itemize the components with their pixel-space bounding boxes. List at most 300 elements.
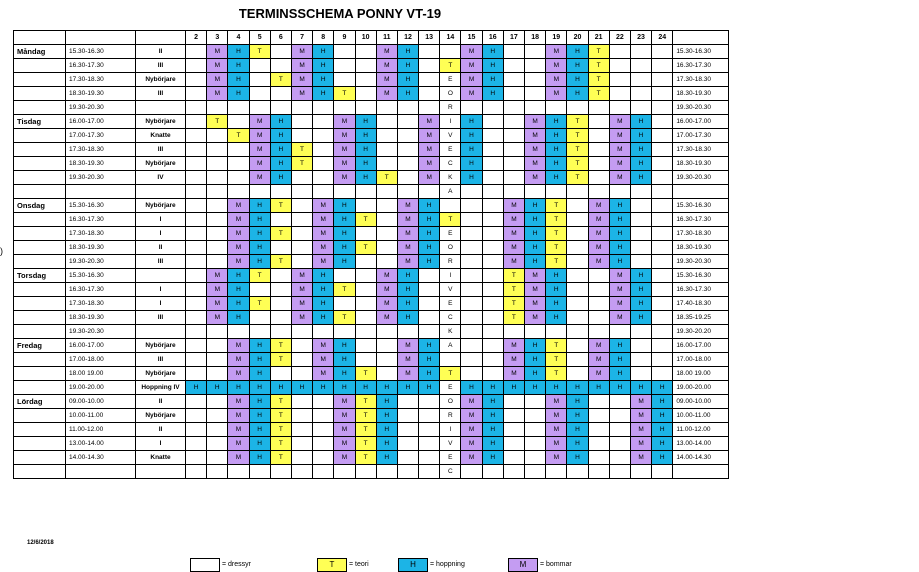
day-label: Fredag — [14, 339, 66, 353]
day-label: Tisdag — [14, 115, 66, 129]
week-cell: M — [419, 129, 440, 143]
week-cell: H — [609, 367, 630, 381]
week-cell — [207, 325, 228, 339]
schedule-row — [14, 101, 729, 115]
week-cell — [186, 339, 207, 353]
week-cell — [355, 101, 376, 115]
time-slot: 10.00-11.00 — [66, 409, 136, 423]
week-cell — [652, 339, 673, 353]
week-cell — [503, 73, 524, 87]
week-cell: T — [291, 157, 312, 171]
time-slot-right: 17.00-17.30 — [673, 129, 729, 143]
week-cell — [588, 325, 609, 339]
week-cell: H — [525, 199, 546, 213]
group-label: Nybörjare — [136, 157, 186, 171]
week-cell — [609, 451, 630, 465]
week-cell: H — [249, 353, 270, 367]
week-cell — [482, 227, 503, 241]
week-cell — [461, 227, 482, 241]
week-cell — [482, 171, 503, 185]
week-cell: T — [588, 45, 609, 59]
week-cell: H — [461, 143, 482, 157]
print-date: 12/6/2018 — [27, 540, 54, 546]
group-label: Nybörjare — [136, 409, 186, 423]
time-slot-right: 17.30-18.30 — [673, 143, 729, 157]
week-cell — [270, 283, 291, 297]
schedule-row — [14, 311, 729, 325]
legend-swatch: T — [317, 558, 347, 572]
week-cell — [186, 143, 207, 157]
week-cell — [567, 297, 588, 311]
week-cell: M — [609, 143, 630, 157]
week-cell: M — [207, 87, 228, 101]
week-number: 15 — [461, 31, 482, 45]
week-cell — [503, 129, 524, 143]
week-cell: K — [440, 325, 461, 339]
week-cell — [207, 423, 228, 437]
schedule-row — [14, 45, 729, 59]
week-cell — [461, 269, 482, 283]
week-cell — [652, 465, 673, 479]
week-cell: M — [503, 199, 524, 213]
week-cell: M — [228, 423, 249, 437]
week-cell: H — [419, 381, 440, 395]
week-number: 4 — [228, 31, 249, 45]
time-slot-right: 09.00-10.00 — [673, 395, 729, 409]
week-number: 12 — [397, 31, 418, 45]
group-label: Nybörjare — [136, 339, 186, 353]
week-cell — [313, 143, 334, 157]
week-cell — [334, 297, 355, 311]
week-cell — [186, 101, 207, 115]
day-label — [14, 297, 66, 311]
week-cell — [397, 409, 418, 423]
week-cell — [313, 115, 334, 129]
week-cell — [397, 395, 418, 409]
week-cell — [355, 45, 376, 59]
week-cell: H — [249, 437, 270, 451]
week-cell: H — [313, 283, 334, 297]
week-cell: T — [270, 73, 291, 87]
week-cell — [503, 59, 524, 73]
week-header-row — [14, 31, 729, 45]
week-cell: M — [461, 73, 482, 87]
week-cell: M — [376, 87, 397, 101]
week-cell: C — [440, 465, 461, 479]
week-cell: H — [334, 353, 355, 367]
week-cell: H — [630, 311, 651, 325]
week-cell — [652, 59, 673, 73]
week-cell: H — [419, 255, 440, 269]
week-cell — [291, 367, 312, 381]
week-cell — [525, 465, 546, 479]
week-cell: M — [376, 45, 397, 59]
day-label — [14, 353, 66, 367]
week-cell: M — [376, 311, 397, 325]
week-cell — [228, 157, 249, 171]
week-cell — [376, 465, 397, 479]
legend-text: = hoppning — [430, 561, 465, 568]
week-cell — [186, 283, 207, 297]
week-cell: H — [355, 157, 376, 171]
week-cell — [652, 269, 673, 283]
time-slot-right: 19.30-20.30 — [673, 255, 729, 269]
week-cell: H — [334, 227, 355, 241]
schedule-row — [14, 339, 729, 353]
week-cell: H — [567, 59, 588, 73]
week-cell: M — [503, 353, 524, 367]
week-cell — [630, 339, 651, 353]
week-cell: M — [630, 451, 651, 465]
week-cell — [376, 353, 397, 367]
week-cell — [291, 325, 312, 339]
day-label — [14, 227, 66, 241]
time-slot-right: 16.30-17.30 — [673, 283, 729, 297]
week-cell — [525, 395, 546, 409]
schedule-row — [14, 255, 729, 269]
week-cell — [228, 325, 249, 339]
week-cell: M — [546, 395, 567, 409]
week-cell — [376, 367, 397, 381]
week-cell — [652, 325, 673, 339]
group-label: III — [136, 353, 186, 367]
week-cell — [376, 227, 397, 241]
week-cell: H — [546, 157, 567, 171]
week-cell: H — [355, 129, 376, 143]
week-cell — [186, 59, 207, 73]
time-slot: 18.30-19.30 — [66, 87, 136, 101]
week-cell: M — [207, 283, 228, 297]
week-number: 6 — [270, 31, 291, 45]
week-cell — [630, 241, 651, 255]
week-cell — [397, 101, 418, 115]
time-slot-right: 17.00-18.00 — [673, 353, 729, 367]
schedule-row — [14, 353, 729, 367]
week-cell: M — [313, 241, 334, 255]
week-cell — [186, 87, 207, 101]
week-cell — [567, 255, 588, 269]
legend-text: = bommar — [540, 561, 572, 568]
week-cell — [546, 465, 567, 479]
week-cell — [525, 185, 546, 199]
week-cell — [461, 241, 482, 255]
week-cell — [609, 325, 630, 339]
week-cell: M — [461, 409, 482, 423]
week-cell — [588, 395, 609, 409]
week-cell — [440, 353, 461, 367]
week-cell: M — [588, 339, 609, 353]
week-cell: H — [630, 143, 651, 157]
week-cell: H — [630, 269, 651, 283]
schedule-row — [14, 409, 729, 423]
time-slot: 13.00-14.00 — [66, 437, 136, 451]
week-cell: M — [630, 409, 651, 423]
week-cell — [525, 45, 546, 59]
week-cell — [207, 465, 228, 479]
week-cell — [228, 465, 249, 479]
week-cell: M — [525, 269, 546, 283]
week-cell: T — [567, 115, 588, 129]
week-cell — [376, 213, 397, 227]
week-cell — [588, 269, 609, 283]
week-cell: V — [440, 129, 461, 143]
week-cell — [609, 73, 630, 87]
week-cell: M — [376, 59, 397, 73]
week-cell: H — [397, 59, 418, 73]
week-cell — [419, 325, 440, 339]
week-cell — [207, 101, 228, 115]
week-cell: M — [313, 213, 334, 227]
week-cell: M — [588, 353, 609, 367]
week-cell: M — [525, 143, 546, 157]
week-cell — [207, 339, 228, 353]
week-cell: H — [630, 171, 651, 185]
week-cell: T — [355, 241, 376, 255]
week-cell — [503, 101, 524, 115]
day-label — [14, 465, 66, 479]
time-slot-right: 16.30-17.30 — [673, 213, 729, 227]
week-cell — [334, 73, 355, 87]
schedule-row — [14, 451, 729, 465]
week-cell — [609, 423, 630, 437]
week-cell — [482, 339, 503, 353]
week-cell — [503, 423, 524, 437]
week-cell: M — [397, 213, 418, 227]
week-cell: H — [461, 115, 482, 129]
week-cell: H — [567, 437, 588, 451]
group-label: I — [136, 297, 186, 311]
week-cell — [228, 101, 249, 115]
week-cell: M — [397, 199, 418, 213]
week-cell: M — [376, 269, 397, 283]
week-cell — [503, 143, 524, 157]
week-cell: H — [419, 353, 440, 367]
week-cell — [291, 465, 312, 479]
week-cell: T — [588, 73, 609, 87]
week-cell: M — [525, 283, 546, 297]
time-slot — [66, 185, 136, 199]
week-cell: M — [334, 115, 355, 129]
group-label — [136, 325, 186, 339]
time-slot: 09.00-10.00 — [66, 395, 136, 409]
week-cell — [609, 437, 630, 451]
week-cell: M — [334, 143, 355, 157]
week-cell: M — [609, 297, 630, 311]
week-cell — [525, 101, 546, 115]
group-label — [136, 185, 186, 199]
week-cell — [397, 325, 418, 339]
time-slot-right: 18.00 19.00 — [673, 367, 729, 381]
week-cell: H — [355, 171, 376, 185]
week-cell — [419, 283, 440, 297]
week-cell — [186, 325, 207, 339]
week-cell — [482, 269, 503, 283]
week-cell: M — [207, 59, 228, 73]
week-cell — [355, 185, 376, 199]
week-cell — [376, 199, 397, 213]
week-cell: M — [630, 395, 651, 409]
week-cell — [313, 157, 334, 171]
schedule-row — [14, 283, 729, 297]
week-cell: H — [419, 339, 440, 353]
week-cell: H — [376, 437, 397, 451]
week-cell — [397, 451, 418, 465]
week-cell: H — [334, 339, 355, 353]
week-cell: M — [334, 171, 355, 185]
week-cell: M — [249, 129, 270, 143]
time-slot: 15.30-16.30 — [66, 45, 136, 59]
week-cell: H — [525, 353, 546, 367]
week-cell — [186, 213, 207, 227]
week-cell: H — [567, 395, 588, 409]
week-cell — [567, 227, 588, 241]
week-cell — [567, 185, 588, 199]
week-cell — [567, 269, 588, 283]
time-slot-right: 16.00-17.00 — [673, 115, 729, 129]
week-cell: I — [440, 269, 461, 283]
week-cell: H — [525, 213, 546, 227]
week-cell: T — [228, 129, 249, 143]
day-label — [14, 409, 66, 423]
group-label: II — [136, 45, 186, 59]
week-cell — [249, 325, 270, 339]
week-cell — [588, 101, 609, 115]
week-cell — [630, 325, 651, 339]
week-cell — [313, 325, 334, 339]
week-cell: H — [397, 45, 418, 59]
schedule-row — [14, 437, 729, 451]
time-slot: 18.00 19.00 — [66, 367, 136, 381]
week-cell — [397, 423, 418, 437]
week-cell: M — [525, 311, 546, 325]
day-label — [14, 143, 66, 157]
week-cell: M — [546, 87, 567, 101]
week-cell — [525, 87, 546, 101]
week-cell: H — [525, 255, 546, 269]
week-cell: M — [228, 437, 249, 451]
week-cell: H — [270, 171, 291, 185]
schedule-row — [14, 227, 729, 241]
week-cell: M — [291, 45, 312, 59]
week-cell — [397, 171, 418, 185]
time-slot-right: 15.30-16.30 — [673, 45, 729, 59]
week-cell: H — [228, 381, 249, 395]
group-label: I — [136, 437, 186, 451]
group-label: II — [136, 241, 186, 255]
group-label: IV — [136, 171, 186, 185]
week-cell — [334, 185, 355, 199]
week-cell — [567, 241, 588, 255]
week-cell — [186, 409, 207, 423]
week-cell: H — [397, 269, 418, 283]
week-cell — [186, 241, 207, 255]
week-cell: M — [249, 157, 270, 171]
week-cell: M — [249, 115, 270, 129]
week-number: 16 — [482, 31, 503, 45]
week-cell — [419, 465, 440, 479]
week-cell — [270, 465, 291, 479]
week-cell: T — [546, 213, 567, 227]
week-cell: H — [249, 227, 270, 241]
week-cell: H — [652, 423, 673, 437]
week-cell: H — [334, 213, 355, 227]
week-cell: M — [461, 437, 482, 451]
week-cell — [355, 255, 376, 269]
week-cell — [482, 353, 503, 367]
week-cell — [291, 409, 312, 423]
week-cell — [503, 185, 524, 199]
week-cell — [207, 143, 228, 157]
time-slot-right: 18.30-19.30 — [673, 87, 729, 101]
week-cell: H — [228, 73, 249, 87]
week-cell: H — [397, 297, 418, 311]
week-cell: H — [419, 367, 440, 381]
week-cell — [461, 199, 482, 213]
week-cell: T — [440, 59, 461, 73]
week-cell — [461, 185, 482, 199]
day-label: Onsdag — [14, 199, 66, 213]
week-cell — [588, 129, 609, 143]
week-cell: H — [482, 73, 503, 87]
week-number: 17 — [503, 31, 524, 45]
week-cell: H — [228, 297, 249, 311]
week-cell: C — [440, 157, 461, 171]
week-cell: H — [525, 367, 546, 381]
week-cell: H — [461, 171, 482, 185]
week-cell: H — [313, 381, 334, 395]
week-cell: T — [355, 451, 376, 465]
legend-item — [190, 558, 251, 572]
group-label: Nybörjare — [136, 115, 186, 129]
week-cell: M — [376, 283, 397, 297]
week-cell — [630, 367, 651, 381]
week-cell — [588, 115, 609, 129]
week-cell — [652, 143, 673, 157]
week-cell: H — [249, 255, 270, 269]
week-cell: T — [355, 423, 376, 437]
week-cell: M — [334, 423, 355, 437]
week-cell: T — [546, 227, 567, 241]
week-cell: R — [440, 255, 461, 269]
week-cell — [609, 465, 630, 479]
week-cell — [355, 73, 376, 87]
week-number: 22 — [609, 31, 630, 45]
week-cell — [270, 269, 291, 283]
week-cell — [525, 437, 546, 451]
week-cell: T — [334, 87, 355, 101]
group-label: II — [136, 395, 186, 409]
week-cell: M — [546, 73, 567, 87]
week-cell — [376, 255, 397, 269]
week-cell: M — [525, 157, 546, 171]
time-slot: 16.30-17.30 — [66, 213, 136, 227]
week-cell — [588, 311, 609, 325]
week-cell: M — [397, 227, 418, 241]
week-cell: M — [228, 241, 249, 255]
week-cell — [503, 451, 524, 465]
week-number: 13 — [419, 31, 440, 45]
week-cell — [186, 73, 207, 87]
week-cell: H — [313, 59, 334, 73]
week-cell: M — [313, 367, 334, 381]
week-cell — [186, 185, 207, 199]
week-cell: T — [249, 269, 270, 283]
week-cell: M — [503, 227, 524, 241]
week-cell — [419, 311, 440, 325]
week-cell — [461, 465, 482, 479]
schedule-row — [14, 465, 729, 479]
time-slot: 17.00-17.30 — [66, 129, 136, 143]
